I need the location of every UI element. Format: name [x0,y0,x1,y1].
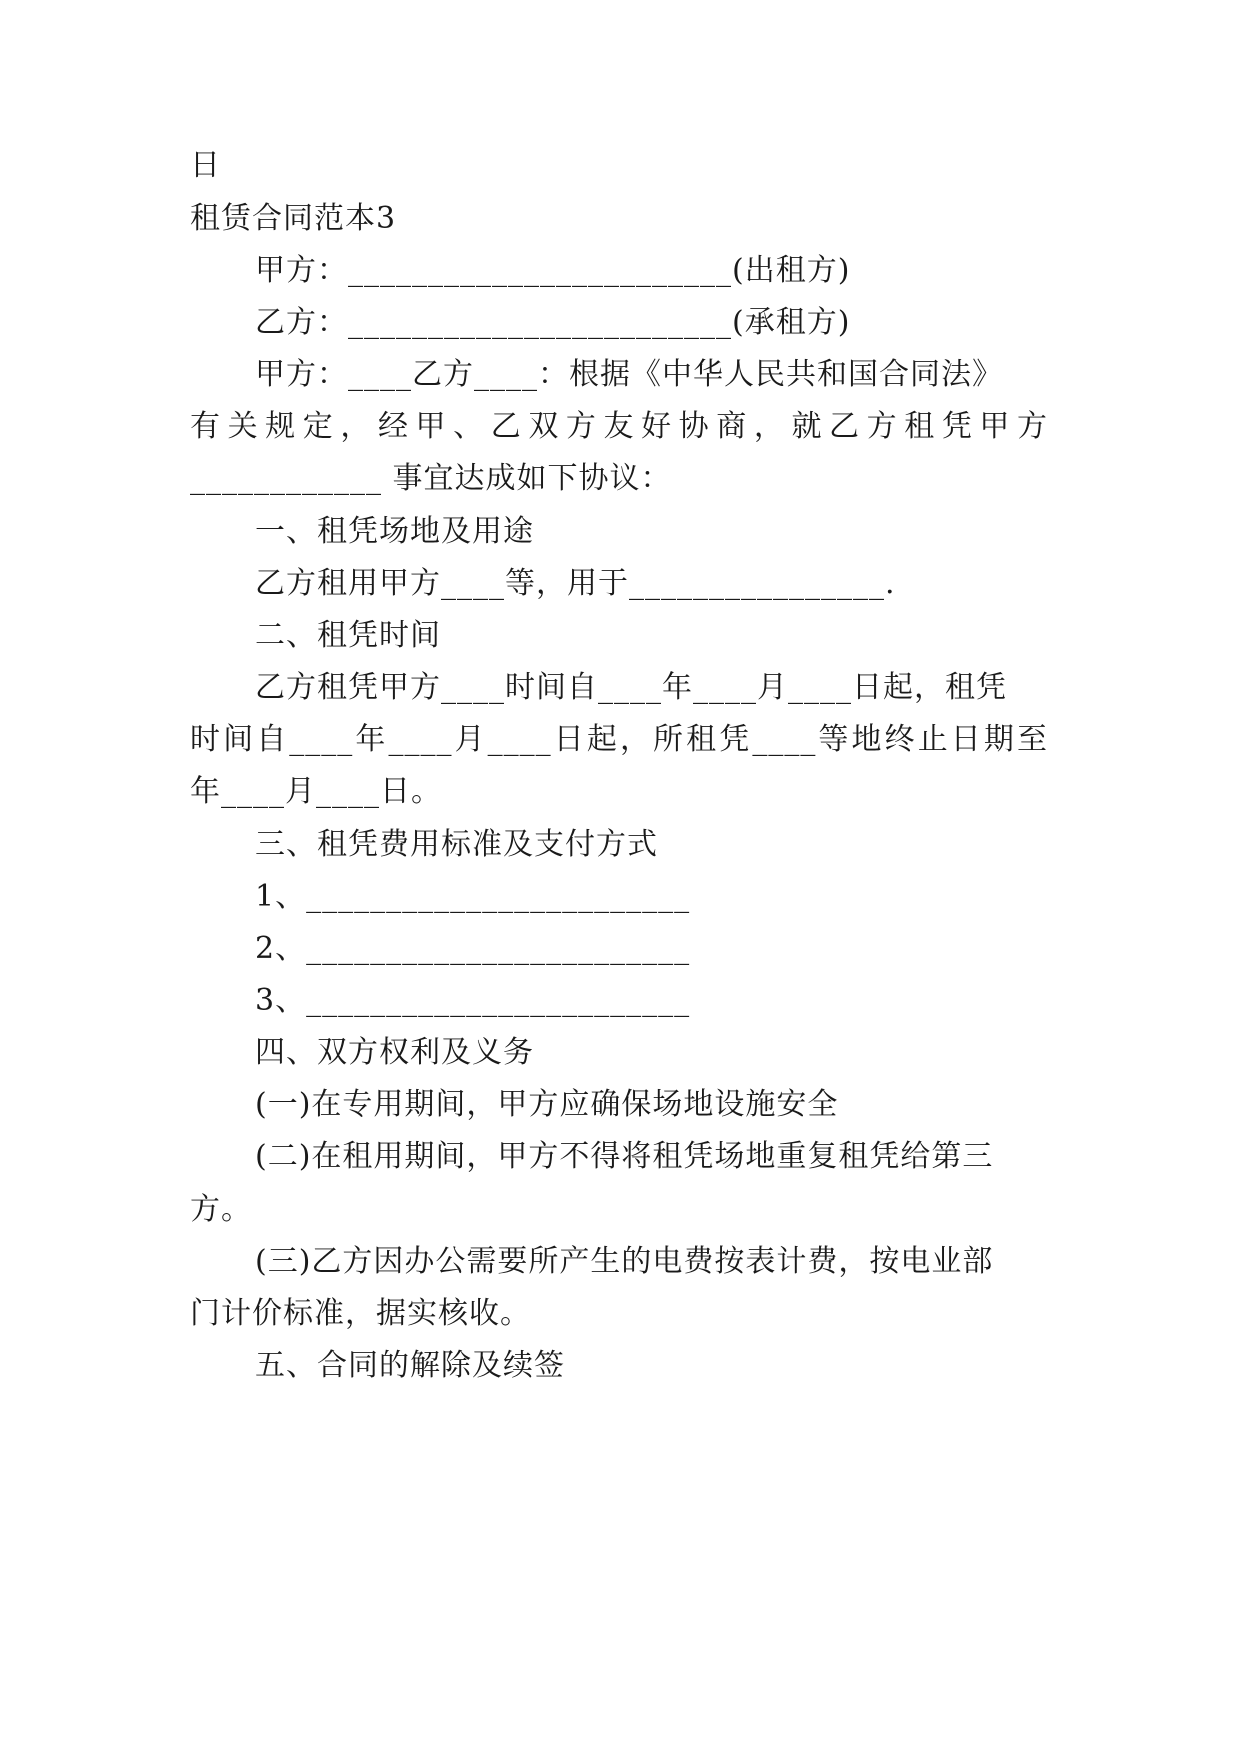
paragraph-line: 乙方租凭甲方____时间自____年____月____日起，租凭 [255,670,1007,705]
section-heading-4: 四、双方权利及义务 [255,1035,534,1070]
paragraph-line: ____________ 事宜达成如下协议： [190,461,672,496]
section-heading-3: 三、租凭费用标准及支付方式 [255,827,658,862]
paragraph-line: 方。 [190,1192,252,1227]
paragraph-line: (二)在租用期间，甲方不得将租凭场地重复租凭给第三 [255,1139,994,1174]
party-b-line: 乙方：________________________(承租方) [255,305,851,340]
paragraph-line: 时间自____年____月____日起，所租凭____等地终止日期至 [190,722,1048,757]
paragraph-line: 有关规定，经甲、乙双方友好协商，就乙方租凭甲方 [190,409,1048,444]
paragraph-line: (一)在专用期间，甲方应确保场地设施安全 [255,1087,839,1122]
list-item: 2、________________________ [255,931,691,966]
section-heading-5: 五、合同的解除及续签 [255,1348,565,1383]
party-a-line: 甲方：________________________(出租方) [255,253,851,288]
section-heading-1: 一、租凭场地及用途 [255,514,534,549]
paragraph-line: 年____月____日。 [190,774,442,809]
document-title: 租赁合同范本3 [190,201,397,236]
paragraph-line: 门计价标准，据实核收。 [190,1296,531,1331]
text-line: 日 [190,148,221,183]
section-heading-2: 二、租凭时间 [255,618,441,653]
paragraph-line: (三)乙方因办公需要所产生的电费按表计费，按电业部 [255,1244,994,1279]
paragraph-line: 乙方租用甲方____等，用于________________. [255,566,896,601]
list-item: 1、________________________ [255,879,691,914]
list-item: 3、________________________ [255,983,691,1018]
paragraph-line: 甲方：____乙方____：根据《中华人民共和国合同法》 [255,357,1003,392]
